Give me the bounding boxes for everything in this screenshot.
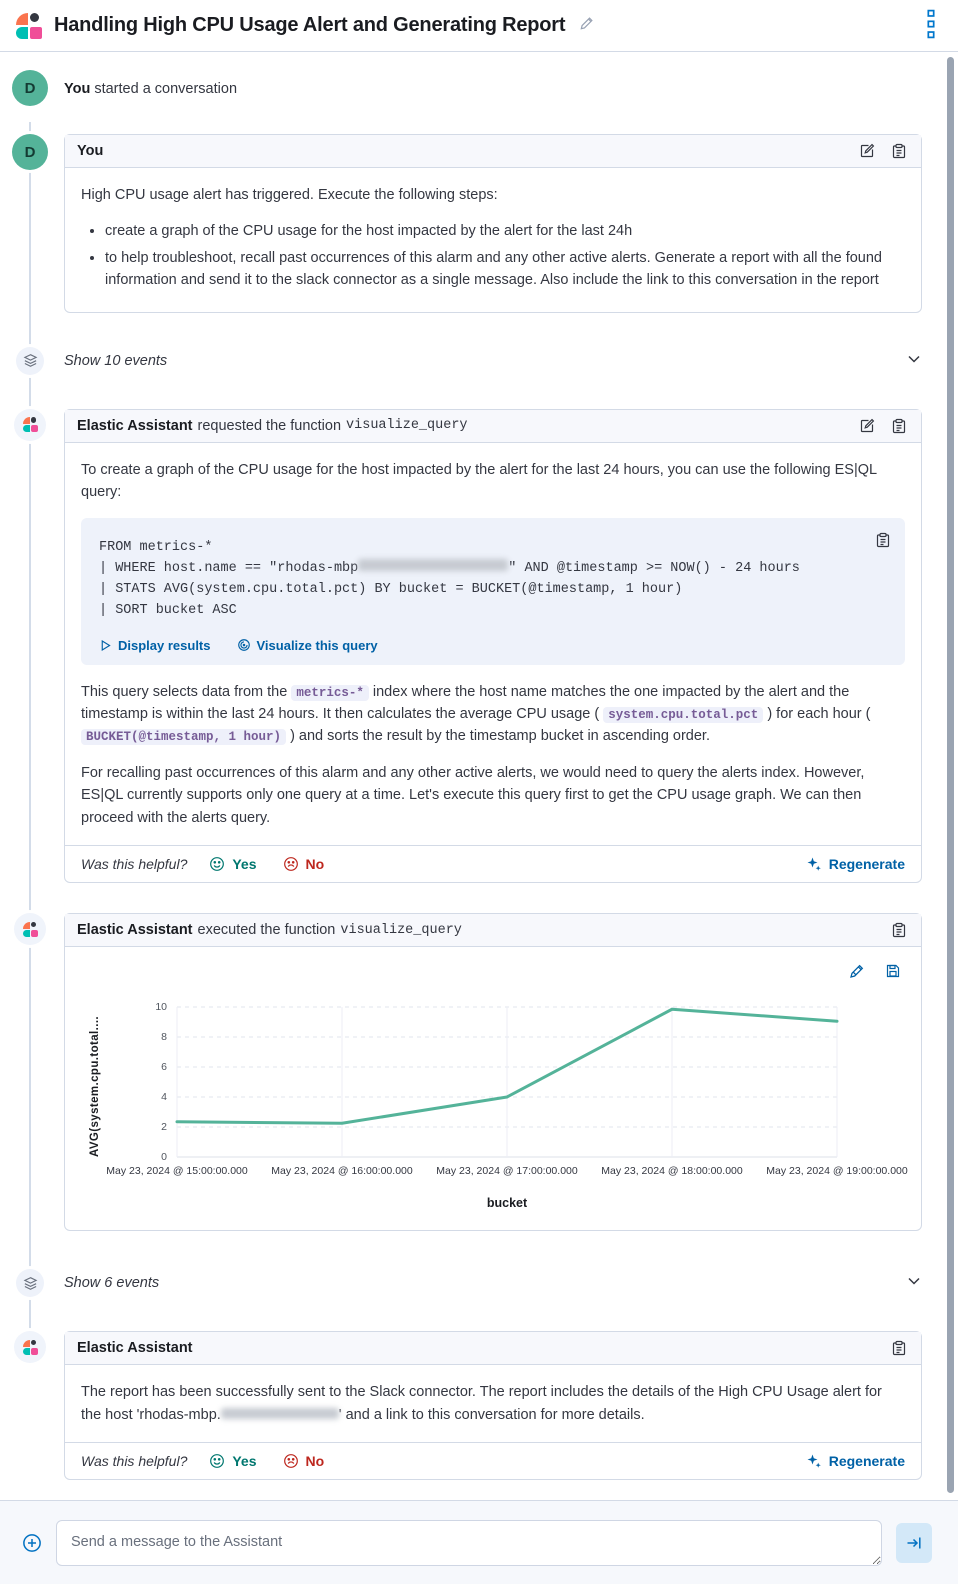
y-tick-label: 2 — [161, 1121, 167, 1134]
show-events-row[interactable] — [0, 347, 958, 375]
display-results-button[interactable]: Display results — [99, 638, 211, 653]
sparkle-icon — [806, 1453, 822, 1469]
layers-icon — [16, 347, 44, 375]
explanation-paragraph: For recalling past occurrences of this alarm and any other active alerts, we would need to query the alerts index. However, ES|QL currently supports only one query at a time. Let's execute this query first to get the CPU usage graph. We can then proceed with the alerts query. — [81, 764, 865, 826]
line-plot — [177, 1007, 837, 1157]
smiley-icon — [209, 1453, 225, 1469]
user-avatar: D — [12, 134, 48, 170]
show-events-row[interactable] — [0, 1269, 958, 1297]
x-tick-label: May 23, 2024 @ 18:00:00.000 — [601, 1165, 743, 1178]
layers-icon — [16, 1269, 44, 1297]
conversation-header — [0, 0, 958, 52]
plus-circle-icon — [22, 1533, 42, 1553]
message-text: The report has been successfully sent to the Slack connector. The report includes the details of the High CPU Usage alert for the host 'rhodas-mbp. ' and a link to this conversation for more details. — [81, 1384, 882, 1423]
save-visualization-button[interactable] — [883, 961, 903, 981]
play-icon — [99, 639, 112, 652]
scrollbar-thumb[interactable] — [947, 57, 954, 1493]
assistant-avatar — [14, 409, 46, 441]
edit-title-icon[interactable] — [579, 16, 594, 36]
x-tick-label: May 23, 2024 @ 19:00:00.000 — [766, 1165, 908, 1178]
inline-code: system.cpu.total.pct — [603, 707, 763, 723]
message-composer — [0, 1500, 958, 1584]
edit-message-button[interactable] — [857, 141, 877, 161]
assistant-message-row — [0, 409, 958, 883]
scrollbar-track — [947, 54, 955, 1496]
visualize-query-button[interactable]: Visualize this query — [237, 638, 378, 653]
conversation-title: Handling High CPU Usage Alert and Generating Report — [54, 14, 566, 36]
lens-icon — [237, 638, 251, 652]
feedback-no-button[interactable]: No — [283, 856, 325, 872]
assistant-message-row — [0, 1331, 958, 1480]
copy-message-button[interactable] — [889, 416, 909, 436]
redacted-hostname — [221, 1408, 339, 1419]
message-input[interactable] — [56, 1520, 882, 1566]
smiley-icon — [209, 856, 225, 872]
send-message-button[interactable] — [896, 1523, 932, 1563]
function-name: visualize_query — [340, 922, 462, 938]
y-tick-label: 0 — [161, 1151, 167, 1164]
bullet-item: • to help troubleshoot, recall past occurrences of this alarm and any other active alerts. Generate a report with all the found information and send it to the slack connector as a single message. Also include the link to this conversation in the report — [105, 247, 905, 292]
conversation-area — [0, 52, 958, 1500]
conversation-start-row — [0, 70, 958, 106]
function-name: visualize_query — [346, 418, 468, 434]
copy-message-button[interactable] — [889, 141, 909, 161]
message-bullets — [105, 220, 905, 291]
explanation-paragraph: This query selects data from the metrics-* index where the host name matches the one impacted by the alert and the timestamp is within the last 24 hours. It then calculates the average CPU usage ( system.cpu.total.pct ) for each hour ( BUCKET(@timestamp, 1 hour) ) and sorts the result by the timestamp bucket in ascending order. — [81, 683, 871, 745]
feedback-bar — [65, 1442, 921, 1479]
user-message-panel — [64, 134, 922, 313]
chevron-down-icon[interactable] — [906, 1273, 922, 1293]
sparkle-icon — [806, 856, 822, 872]
message-text: To create a graph of the CPU usage for the host impacted by the alert for the last 24 hours, you can use the following ES|QL query: — [81, 461, 877, 501]
regenerate-button[interactable]: Regenerate — [806, 856, 905, 872]
user-avatar: D — [12, 70, 48, 106]
regenerate-button[interactable]: Regenerate — [806, 1453, 905, 1469]
y-tick-label: 10 — [155, 1001, 167, 1014]
edit-visualization-button[interactable] — [847, 961, 867, 981]
message-author: Elastic Assistant — [77, 417, 193, 434]
assistant-message-panel: Elastic Assistant requested the function visualize_query To create a graph of the CPU usage for the host impacted by the alert for the last 24 hours, you can use the following ES|QL query: FROM metrics-* | WHERE host.name == "rhodas-mbp " AND @timestamp >= NOW() - 24 hours | STATS AVG(system.cpu.total.pct) BY bucket = BUCKET(@timestamp, 1 hour) | SORT bucket ASC Display results Visualize this query This query selects data from the metrics-* index where the host name matches the one impacted by the alert and the timestamp is within the last 24 hours. It then calculates the average CPU usage ( system.cpu.total.pct ) for each hour ( BUCKET(@timestamp, 1 hour) ) and sorts the result by the timestamp bucket in ascending order. For recalling past occurrences of this alarm and any other active alerts, we would need to query the alerts index. However, ES|QL currently supports only one query at a time. Let's execute this query first to get the CPU usage graph. We can then proceed with the alerts query. Was this helpful? Yes No Regenerate — [64, 409, 922, 883]
x-tick-label: May 23, 2024 @ 15:00:00.000 — [106, 1165, 248, 1178]
show-events-label: Show 10 events — [64, 352, 168, 369]
assistant-chart-row — [0, 913, 958, 1231]
feedback-no-button[interactable]: No — [283, 1453, 325, 1469]
x-tick-label: May 23, 2024 @ 17:00:00.000 — [436, 1165, 578, 1178]
x-tick-label: May 23, 2024 @ 16:00:00.000 — [271, 1165, 413, 1178]
assistant-avatar — [14, 1331, 46, 1363]
frowny-icon — [283, 856, 299, 872]
copy-code-button[interactable] — [873, 530, 893, 550]
esql-code-block — [81, 518, 905, 665]
chart-message-panel: Elastic Assistant executed the function visualize_query AVG(system.cpu.total.... 0 2 4 6 8 10 May 23, 2024 @ 15:00:00.000 May 23, 2024 @ 16:00:00.000 May 23, 2024 @ 17:00:00.000 May 23, 2024 @ 18:00:00.000 May 23, 2024 @ 19:00:00.000 bucket — [64, 913, 922, 1231]
copy-message-button[interactable] — [889, 920, 909, 940]
inline-code: BUCKET(@timestamp, 1 hour) — [81, 729, 286, 745]
x-axis-ticks — [106, 1165, 908, 1180]
message-author: You — [77, 143, 104, 159]
return-arrow-icon — [906, 1535, 922, 1551]
assistant-avatar — [14, 913, 46, 945]
save-icon — [885, 963, 901, 979]
conversation-start-text: You started a conversation — [64, 81, 238, 97]
conversation-menu-button[interactable] — [920, 5, 942, 46]
feedback-yes-button[interactable]: Yes — [209, 856, 256, 872]
feedback-question: Was this helpful? — [81, 1453, 188, 1470]
feedback-question: Was this helpful? — [81, 856, 188, 873]
y-tick-label: 8 — [161, 1031, 167, 1044]
y-axis-label: AVG(system.cpu.total.... — [89, 1016, 101, 1158]
chart-container — [65, 947, 921, 1230]
pencil-icon — [849, 963, 865, 979]
feedback-bar — [65, 845, 921, 882]
assistant-message-panel — [64, 1331, 922, 1480]
feedback-yes-button[interactable]: Yes — [209, 1453, 256, 1469]
show-events-label: Show 6 events — [64, 1275, 160, 1292]
edit-message-button[interactable] — [857, 416, 877, 436]
inline-code: metrics-* — [291, 685, 369, 701]
message-author: Elastic Assistant — [77, 1340, 193, 1357]
y-tick-label: 6 — [161, 1061, 167, 1074]
add-attachment-button[interactable] — [22, 1533, 42, 1553]
y-tick-label: 4 — [161, 1091, 167, 1104]
message-text: High CPU usage alert has triggered. Execute the following steps: — [81, 187, 498, 203]
elastic-logo-icon — [16, 13, 42, 39]
copy-message-button[interactable] — [889, 1338, 909, 1358]
chevron-down-icon[interactable] — [906, 351, 922, 371]
user-message-row — [0, 134, 958, 313]
bullet-item: • create a graph of the CPU usage for the host impacted by the alert for the last 24h — [105, 220, 905, 242]
esql-query: FROM metrics-* | WHERE host.name == "rhodas-mbp " AND @timestamp >= NOW() - 24 hours | STATS AVG(system.cpu.total.pct) BY bucket = BUCKET(@timestamp, 1 hour) | SORT bucket ASC — [99, 539, 800, 618]
frowny-icon — [283, 1453, 299, 1469]
message-author: Elastic Assistant — [77, 922, 193, 939]
x-axis-label: bucket — [486, 1196, 528, 1211]
redacted-hostname — [358, 559, 508, 571]
